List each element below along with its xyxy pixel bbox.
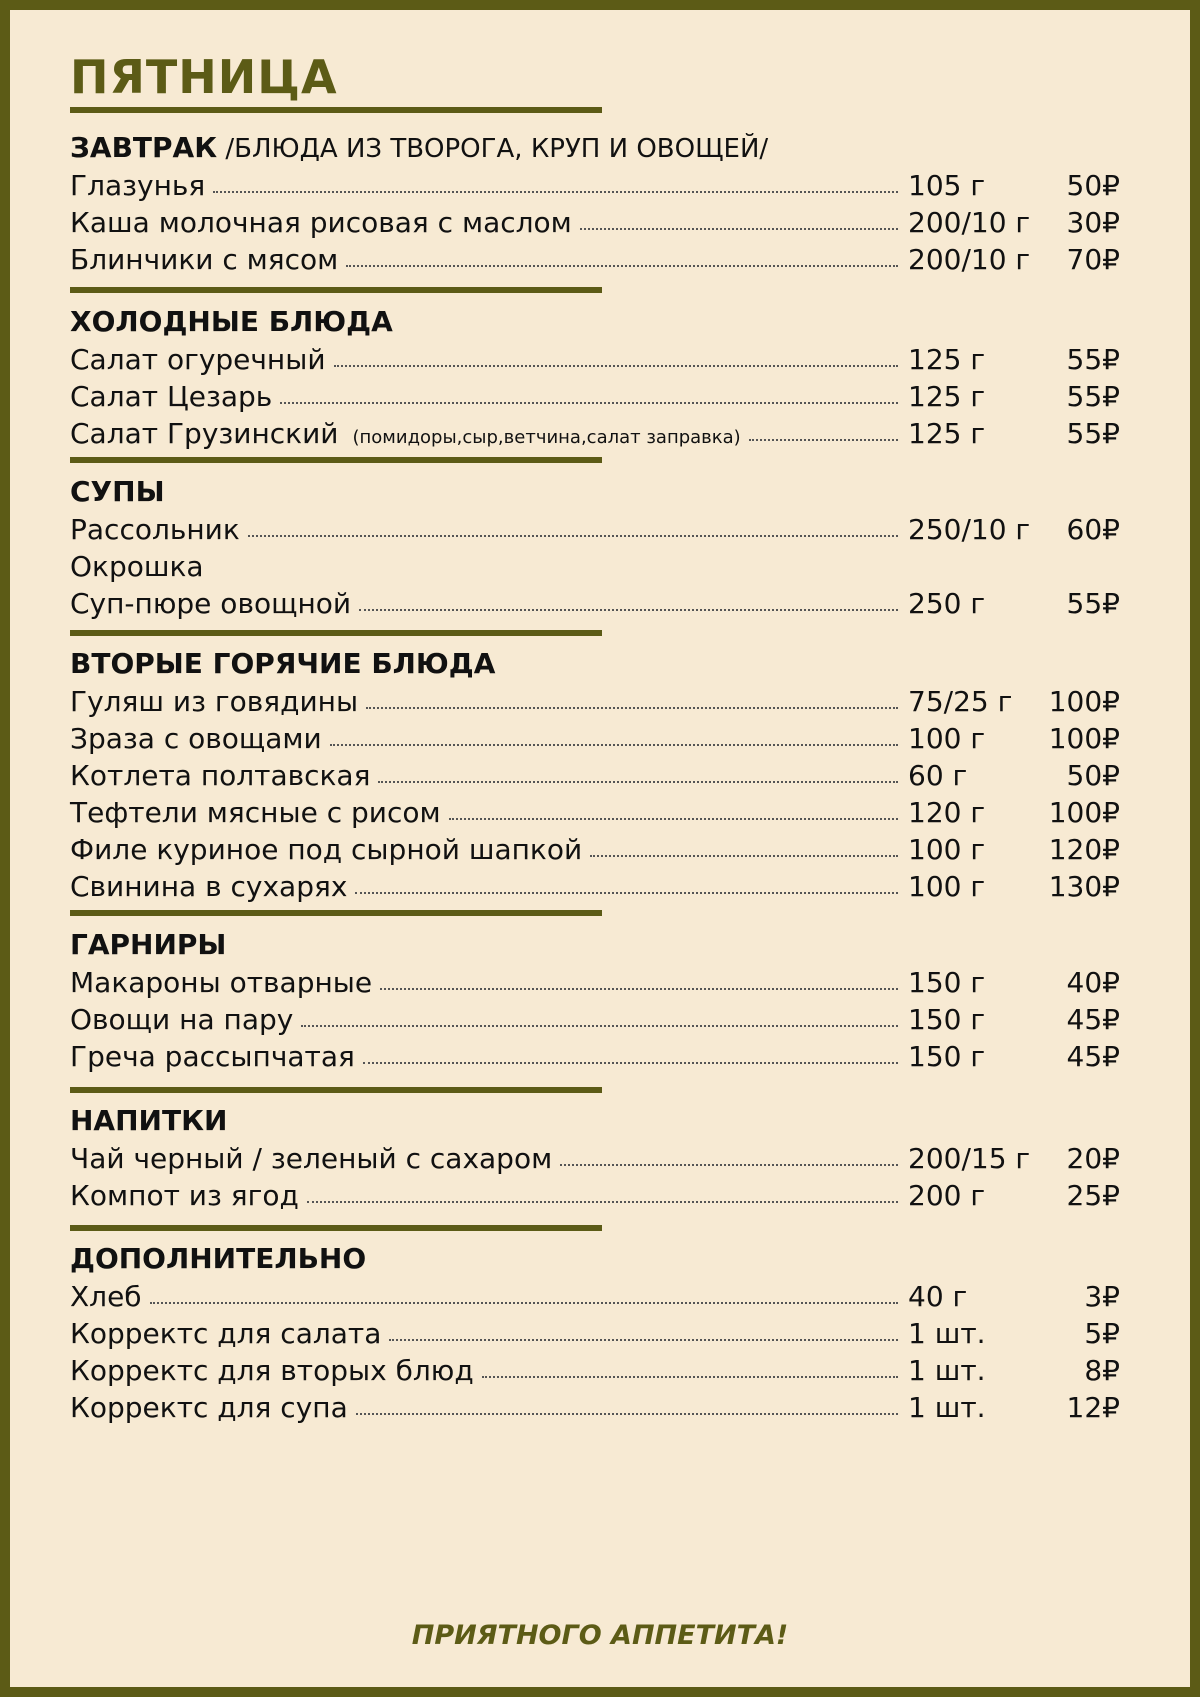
item-price: 25₽ <box>1066 1179 1120 1212</box>
footer-text: ПРИЯТНОГО АППЕТИТА! <box>411 1620 789 1651</box>
item-price: 55₽ <box>1066 587 1120 620</box>
item-weight: 125 г <box>908 343 986 376</box>
item-weight: 250/10 г <box>908 513 1031 546</box>
dot-leader <box>580 228 898 230</box>
menu-item <box>70 243 1120 279</box>
item-price: 55₽ <box>1066 343 1120 376</box>
item-price: 130₽ <box>1048 870 1120 903</box>
item-name: Корректс для салата <box>70 1317 382 1350</box>
section-divider <box>70 910 602 916</box>
menu-item <box>70 1003 1120 1039</box>
item-price: 60₽ <box>1066 513 1120 546</box>
item-price: 100₽ <box>1048 685 1120 718</box>
section-title: ЗАВТРАК <box>70 131 218 164</box>
item-weight: 120 г <box>908 796 986 829</box>
item-price: 8₽ <box>1084 1354 1120 1387</box>
dot-leader <box>307 1201 898 1203</box>
item-note: (помидоры,сыр,ветчина,салат заправка) <box>352 427 741 448</box>
menu-item <box>70 587 1120 623</box>
item-weight: 75/25 г <box>908 685 1013 718</box>
item-price: 40₽ <box>1066 966 1120 999</box>
item-name: Каша молочная рисовая с маслом <box>70 206 572 239</box>
item-price: 55₽ <box>1066 380 1120 413</box>
menu-item <box>70 1391 1120 1427</box>
section-subtitle: /БЛЮДА ИЗ ТВОРОГА, КРУП И ОВОЩЕЙ/ <box>217 134 769 164</box>
section-heading <box>70 305 393 338</box>
section-title: ДОПОЛНИТЕЛЬНО <box>70 1242 367 1275</box>
item-weight: 1 шт. <box>908 1391 986 1424</box>
menu-item <box>70 169 1120 205</box>
item-name: Гуляш из говядины <box>70 685 359 718</box>
item-name: Хлеб <box>70 1280 142 1313</box>
item-price: 3₽ <box>1084 1280 1120 1313</box>
item-weight: 60 г <box>908 759 968 792</box>
item-name: Рассольник <box>70 513 240 546</box>
item-weight: 1 шт. <box>908 1354 986 1387</box>
item-name: Греча рассыпчатая <box>70 1040 355 1073</box>
dot-leader <box>301 1025 898 1027</box>
item-name: Блинчики с мясом <box>70 243 339 276</box>
section-heading <box>70 1104 227 1137</box>
item-name: Тефтели мясные с рисом <box>70 796 441 829</box>
menu-item <box>70 759 1120 795</box>
menu-item <box>70 513 1120 549</box>
dot-leader <box>346 265 898 267</box>
item-name: Свинина в сухарях <box>70 870 348 903</box>
item-price: 45₽ <box>1066 1040 1120 1073</box>
item-name: Зраза с овощами <box>70 722 322 755</box>
item-name: Макароны отварные <box>70 966 373 999</box>
menu-item <box>70 1179 1120 1215</box>
dot-leader <box>380 988 898 990</box>
page-title: ПЯТНИЦА <box>70 50 338 104</box>
item-price: 100₽ <box>1048 722 1120 755</box>
menu-item <box>70 206 1120 242</box>
item-price: 120₽ <box>1048 833 1120 866</box>
item-weight: 40 г <box>908 1280 968 1313</box>
section-divider <box>70 630 602 636</box>
dot-leader <box>389 1339 898 1341</box>
item-name: Котлета полтавская <box>70 759 371 792</box>
menu-item <box>70 796 1120 832</box>
item-name: Корректс для супа <box>70 1391 348 1424</box>
section-title: ХОЛОДНЫЕ БЛЮДА <box>70 305 393 338</box>
item-price: 55₽ <box>1066 417 1120 450</box>
dot-leader <box>355 892 898 894</box>
dot-leader <box>150 1302 898 1304</box>
item-weight: 100 г <box>908 833 986 866</box>
item-weight: 200/15 г <box>908 1142 1031 1175</box>
item-name: Компот из ягод <box>70 1179 299 1212</box>
dot-leader <box>449 818 898 820</box>
item-price: 50₽ <box>1066 169 1120 202</box>
item-name: Корректс для вторых блюд <box>70 1354 474 1387</box>
item-weight: 150 г <box>908 1003 986 1036</box>
item-price: 5₽ <box>1084 1317 1120 1350</box>
section-divider <box>70 287 602 293</box>
menu-item <box>70 685 1120 721</box>
menu-item <box>70 380 1120 416</box>
section-title: ГАРНИРЫ <box>70 928 227 961</box>
section-heading <box>70 928 226 961</box>
item-price: 45₽ <box>1066 1003 1120 1036</box>
menu-item <box>70 966 1120 1002</box>
item-weight: 100 г <box>908 870 986 903</box>
item-weight: 200/10 г <box>908 206 1031 239</box>
section-heading <box>70 1242 366 1275</box>
dot-leader <box>366 707 898 709</box>
menu-item <box>70 550 1120 586</box>
section-divider <box>70 1087 602 1093</box>
section-title: НАПИТКИ <box>70 1104 228 1137</box>
item-name: Чай черный / зеленый с сахаром <box>70 1142 553 1175</box>
dot-leader <box>248 535 898 537</box>
dot-leader <box>359 609 898 611</box>
item-weight: 125 г <box>908 417 986 450</box>
section-heading <box>70 131 768 164</box>
item-weight: 125 г <box>908 380 986 413</box>
item-weight: 100 г <box>908 722 986 755</box>
menu-item <box>70 1142 1120 1178</box>
section-divider <box>70 457 602 463</box>
item-name: Глазунья <box>70 169 206 202</box>
section-heading <box>70 475 165 508</box>
item-price: 30₽ <box>1066 206 1120 239</box>
dot-leader <box>560 1164 898 1166</box>
item-weight: 150 г <box>908 1040 986 1073</box>
item-price: 50₽ <box>1066 759 1120 792</box>
menu-item <box>70 1317 1120 1353</box>
section-divider <box>70 1225 602 1231</box>
section-divider <box>70 107 602 113</box>
item-name: Салат Грузинский (помидоры,сыр,ветчина,салат заправка) <box>70 417 741 450</box>
item-weight: 250 г <box>908 587 986 620</box>
dot-leader <box>334 365 898 367</box>
section-title: СУПЫ <box>70 475 165 508</box>
item-weight: 150 г <box>908 966 986 999</box>
item-name: Овощи на пару <box>70 1003 294 1036</box>
dot-leader <box>590 855 898 857</box>
item-price: 70₽ <box>1066 243 1120 276</box>
menu-item <box>70 1040 1120 1076</box>
dot-leader <box>213 191 898 193</box>
menu-item <box>70 343 1120 379</box>
section-heading <box>70 647 495 680</box>
section-title: ВТОРЫЕ ГОРЯЧИЕ БЛЮДА <box>70 647 496 680</box>
item-price: 100₽ <box>1048 796 1120 829</box>
dot-leader <box>378 781 898 783</box>
item-weight: 105 г <box>908 169 986 202</box>
dot-leader <box>280 402 898 404</box>
item-price: 12₽ <box>1066 1391 1120 1424</box>
item-name: Окрошка <box>70 550 204 583</box>
menu-item <box>70 833 1120 869</box>
item-weight: 200/10 г <box>908 243 1031 276</box>
item-weight: 1 шт. <box>908 1317 986 1350</box>
item-name: Салат огуречный <box>70 343 326 376</box>
menu-item <box>70 417 1120 453</box>
menu-item <box>70 870 1120 906</box>
menu-item <box>70 1280 1120 1316</box>
item-price: 20₽ <box>1066 1142 1120 1175</box>
dot-leader <box>356 1413 898 1415</box>
dot-leader <box>363 1062 898 1064</box>
dot-leader <box>749 439 898 441</box>
item-weight: 200 г <box>908 1179 986 1212</box>
dot-leader <box>330 744 898 746</box>
item-name: Суп-пюре овощной <box>70 587 352 620</box>
menu-item <box>70 1354 1120 1390</box>
menu-item <box>70 722 1120 758</box>
item-name: Филе куриное под сырной шапкой <box>70 833 583 866</box>
dot-leader <box>482 1376 898 1378</box>
item-name: Салат Цезарь <box>70 380 273 413</box>
